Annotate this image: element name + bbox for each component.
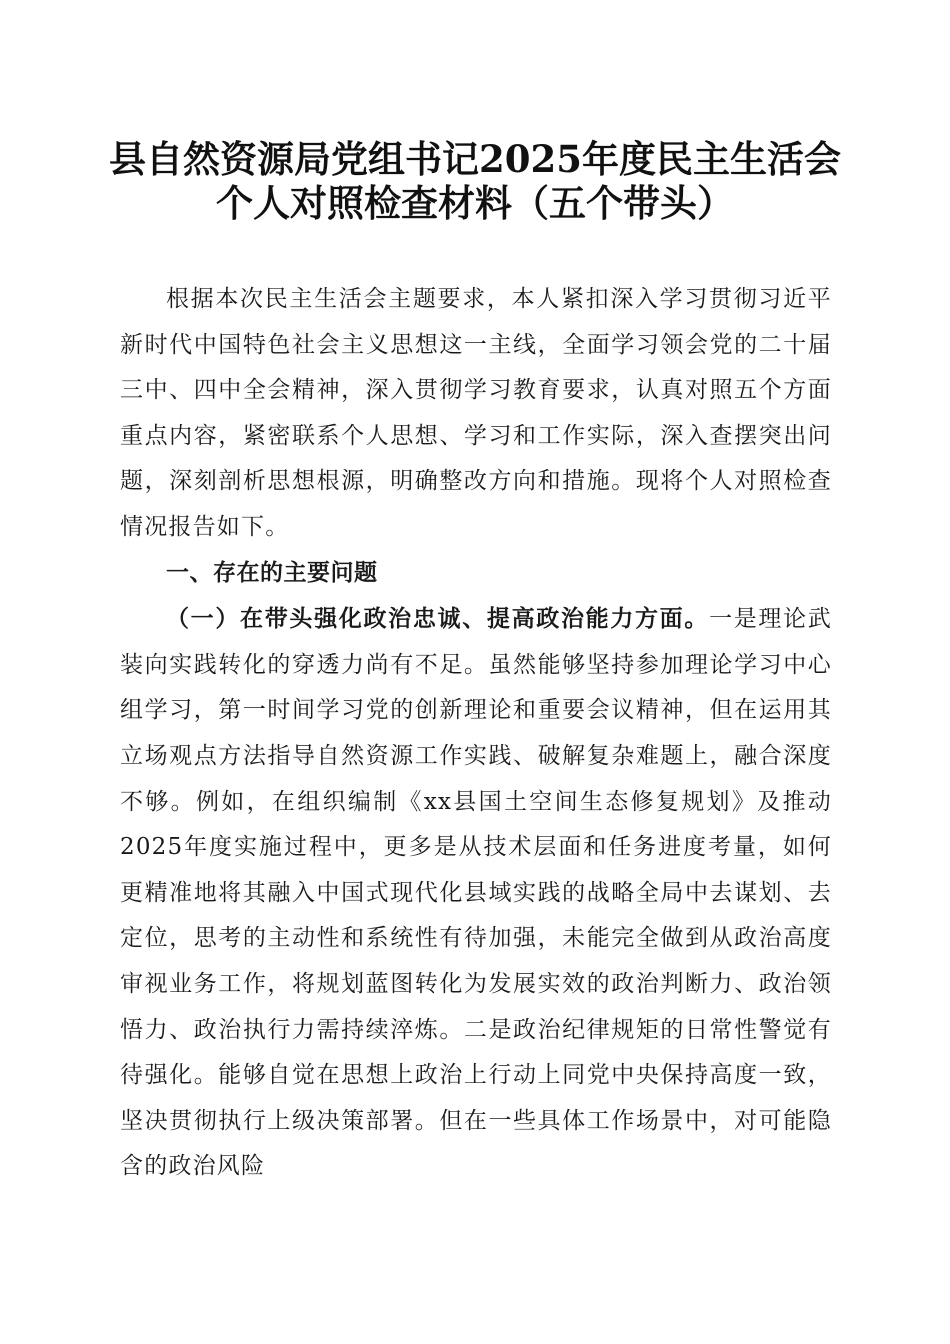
section-heading-problems: 一、存在的主要问题 — [166, 559, 378, 586]
problem-item-1-paragraph — [120, 596, 832, 1190]
document-body — [120, 277, 832, 1190]
problem-item-1-lead: （一）在带头强化政治忠诚、提高政治能力方面。 — [166, 605, 710, 633]
problem-item-1-text: 一是理论武装向实践转化的穿透力尚有不足。虽然能够坚持参加理论学习中心组学习，第一时间学习党的创新理论和重要会议精神，但在运用其立场观点方法指导自然资源工作实践、破解复杂难题上，融合深度不够。例如，在组织编制《xx县国土空间生态修复规划》及推动2025年度实施过程中，更多是从技术层面和任务进度考量，如何更精准地将其融入中国式现代化县域实践的战略全局中去谋划、去定位，思考的主动性和系统性有待加强，未能完全做到从政治高度审视业务工作，将规划蓝图转化为发展实效的政治判断力、政治领悟力、政治执行力需持续淬炼。二是政治纪律规矩的日常性警觉有待强化。能够自觉在思想上政治上行动上同党中央保持高度一致，坚决贯彻执行上级决策部署。但在一些具体工作场景中，对可能隐含的政治风险 — [120, 606, 832, 1180]
intro-paragraph: 根据本次民主生活会主题要求，本人紧扣深入学习贯彻习近平新时代中国特色社会主义思想这一主线，全面学习领会党的二十届三中、四中全会精神，深入贯彻学习教育要求，认真对照五个方面重点内容，紧密联系个人思想、学习和工作实际，深入查摆突出问题，深刻剖析思想根源，明确整改方向和措施。现将个人对照检查情况报告如下。 — [120, 286, 832, 540]
document-title-line-2: 个人对照检查材料（五个带头） — [216, 181, 734, 225]
document-title-line-1: 县自然资源局党组书记2025年度民主生活会 — [109, 137, 841, 181]
